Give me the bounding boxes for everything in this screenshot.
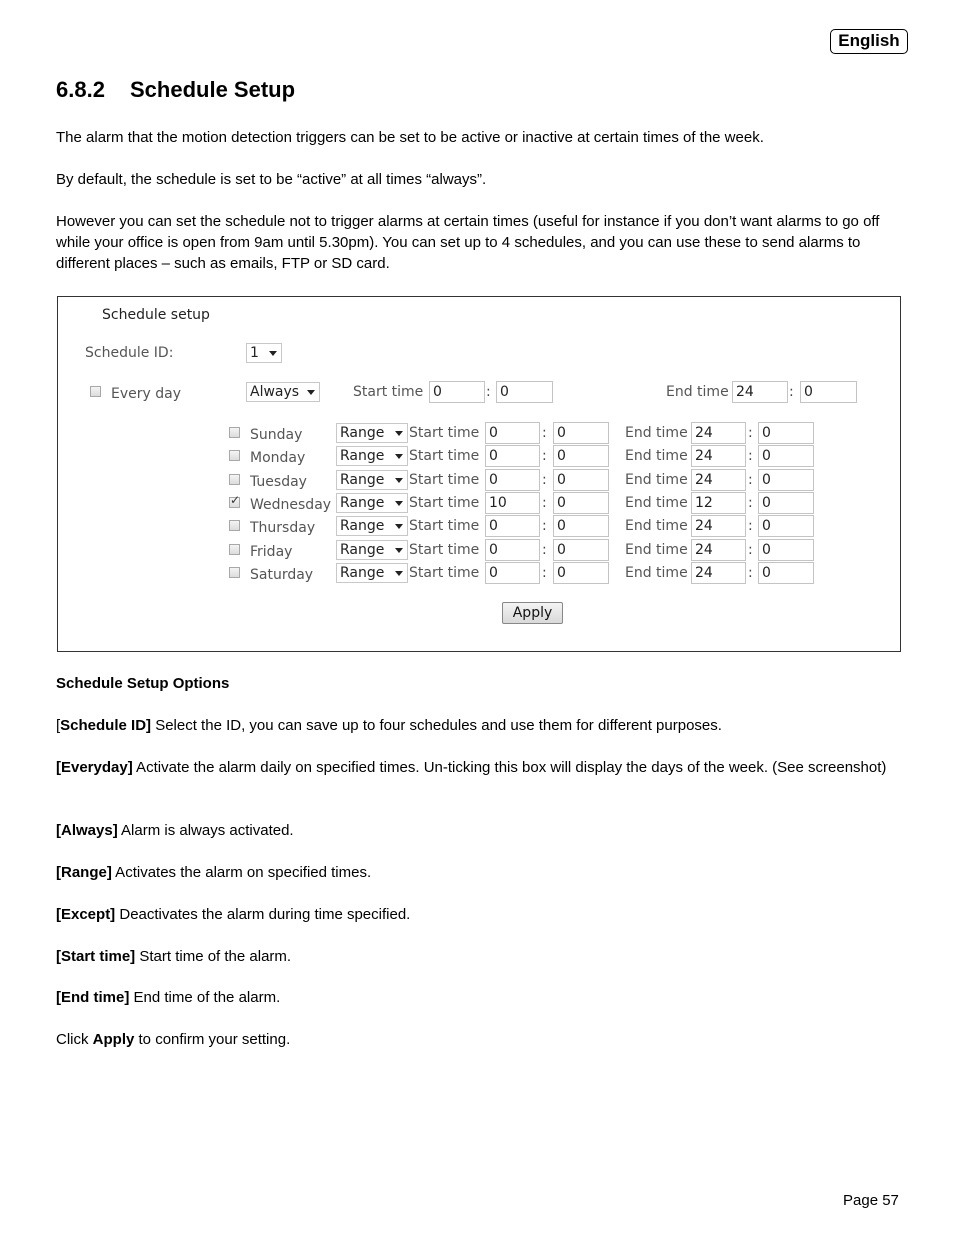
note-text: to confirm your setting.: [134, 1031, 291, 1048]
day-end-time-label: End time: [625, 518, 688, 534]
day-end-time-label: End time: [625, 565, 688, 581]
click-apply-note: [56, 1029, 898, 1050]
day-checkbox-thursday[interactable]: [229, 520, 240, 531]
option-desc: Activates the alarm on specified times.: [111, 864, 372, 881]
day-start-hour-input[interactable]: 0: [485, 422, 540, 444]
day-checkbox-wednesday[interactable]: [229, 497, 240, 508]
day-start-hour-input[interactable]: 0: [485, 515, 540, 537]
day-end-hour-input[interactable]: 24: [691, 469, 746, 491]
day-mode-value: Range: [340, 448, 385, 464]
day-label: Monday: [250, 450, 306, 466]
day-end-minute-input[interactable]: 0: [758, 539, 814, 561]
apply-button[interactable]: Apply: [502, 602, 563, 624]
everyday-end-minute-input[interactable]: 0: [800, 381, 857, 403]
day-end-minute-input[interactable]: 0: [758, 515, 814, 537]
day-start-time-label: Start time: [409, 518, 480, 534]
day-end-hour-input[interactable]: 24: [691, 562, 746, 584]
page-number: Page 57: [843, 1192, 899, 1209]
day-label: Thursday: [250, 520, 316, 536]
day-checkbox-sunday[interactable]: [229, 427, 240, 438]
intro-paragraph-1: The alarm that the motion detection triggers can be set to be active or inactive at certain times of the week.: [56, 129, 764, 146]
option-term: [Range]: [56, 864, 112, 881]
chevron-down-icon: [395, 478, 403, 483]
day-end-hour-input[interactable]: 24: [691, 515, 746, 537]
day-end-hour-input[interactable]: 12: [691, 492, 746, 514]
day-label: Friday: [250, 544, 293, 560]
day-start-hour-input[interactable]: 10: [485, 492, 540, 514]
option-desc: Start time of the alarm.: [135, 948, 292, 965]
day-start-minute-input[interactable]: 0: [553, 445, 609, 467]
day-label: Sunday: [250, 427, 303, 443]
time-colon: :: [748, 518, 753, 534]
time-colon: :: [748, 565, 753, 581]
day-end-time-label: End time: [625, 472, 688, 488]
day-end-minute-input[interactable]: 0: [758, 445, 814, 467]
chevron-down-icon: [395, 571, 403, 576]
intro-paragraph-2: By default, the schedule is set to be “active” at all times “always”.: [56, 171, 487, 188]
time-colon: :: [542, 448, 547, 464]
time-colon: :: [542, 565, 547, 581]
option-desc: Activate the alarm daily on specified times. Un-ticking this box will display the days of the week. (See screenshot): [132, 759, 887, 776]
day-checkbox-monday[interactable]: [229, 450, 240, 461]
day-mode-select[interactable]: [336, 563, 408, 583]
everyday-checkbox[interactable]: [90, 386, 101, 397]
everyday-end-hour-input[interactable]: 24: [732, 381, 788, 403]
day-start-hour-input[interactable]: 0: [485, 539, 540, 561]
day-label: Tuesday: [250, 474, 307, 490]
chevron-down-icon: [395, 501, 403, 506]
day-end-time-label: End time: [625, 495, 688, 511]
note-apply: Apply: [92, 1031, 135, 1048]
day-label: Wednesday: [250, 497, 332, 513]
chevron-down-icon: [307, 390, 315, 395]
time-colon: :: [789, 384, 794, 400]
option-always: [56, 820, 898, 841]
everyday-start-hour-input[interactable]: 0: [429, 381, 485, 403]
everyday-start-time-label: Start time: [353, 384, 424, 400]
option-desc: Deactivates the alarm during time specified.: [115, 906, 411, 923]
day-end-minute-input[interactable]: 0: [758, 562, 814, 584]
day-start-minute-input[interactable]: 0: [553, 539, 609, 561]
time-colon: :: [748, 542, 753, 558]
day-end-time-label: End time: [625, 448, 688, 464]
section-number: 6.8.2: [56, 77, 105, 102]
day-start-hour-input[interactable]: 0: [485, 445, 540, 467]
day-start-hour-input[interactable]: 0: [485, 562, 540, 584]
option-start-time: [56, 946, 898, 967]
day-mode-value: Range: [340, 542, 385, 558]
day-start-minute-input[interactable]: 0: [553, 562, 609, 584]
day-start-minute-input[interactable]: 0: [553, 469, 609, 491]
option-term: [End time]: [56, 989, 130, 1006]
chevron-down-icon: [395, 431, 403, 436]
language-badge: English: [830, 29, 908, 54]
time-colon: :: [542, 542, 547, 558]
day-start-time-label: Start time: [409, 472, 480, 488]
everyday-end-time-label: End time: [666, 384, 729, 400]
day-end-time-label: End time: [625, 542, 688, 558]
schedule-setup-panel: [57, 296, 901, 652]
day-end-time-label: End time: [625, 425, 688, 441]
time-colon: :: [486, 384, 491, 400]
time-colon: :: [748, 448, 753, 464]
schedule-id-select[interactable]: [246, 343, 282, 363]
schedule-id-value: 1: [250, 345, 259, 361]
chevron-down-icon: [395, 548, 403, 553]
option-end-time: [56, 987, 898, 1008]
intro-paragraph-3: However you can set the schedule not to trigger alarms at certain times (useful for instance if you don’t want alarms to go off while your office is open from 9am until 5.30pm). You can set up to 4 schedules, and you can use these to send alarms to different places – such as emails, FTP or SD card.: [56, 213, 880, 272]
option-term: [Everyday]: [56, 759, 133, 776]
panel-title: Schedule setup: [102, 307, 210, 323]
option-term: [Always]: [56, 822, 118, 839]
chevron-down-icon: [269, 351, 277, 356]
day-mode-value: Range: [340, 472, 385, 488]
day-label: Saturday: [250, 567, 314, 583]
time-colon: :: [542, 425, 547, 441]
option-term: [Except]: [56, 906, 116, 923]
day-end-hour-input[interactable]: 24: [691, 539, 746, 561]
chevron-down-icon: [395, 454, 403, 459]
option-except: [56, 904, 898, 925]
option-schedule-id: [56, 715, 898, 736]
day-checkbox-saturday[interactable]: [229, 567, 240, 578]
section-title: Schedule Setup: [130, 77, 296, 102]
day-mode-value: Range: [340, 425, 385, 441]
time-colon: :: [542, 518, 547, 534]
day-checkbox-friday[interactable]: [229, 544, 240, 555]
day-mode-select[interactable]: [336, 540, 408, 560]
day-start-minute-input[interactable]: 0: [553, 492, 609, 514]
chevron-down-icon: [395, 524, 403, 529]
options-heading: Schedule Setup Options: [56, 675, 230, 692]
option-everyday: [56, 757, 898, 778]
day-end-hour-input[interactable]: 24: [691, 445, 746, 467]
bracket-open: [: [56, 717, 61, 734]
day-mode-select[interactable]: [336, 423, 408, 443]
day-mode-value: Range: [340, 518, 385, 534]
day-end-minute-input[interactable]: 0: [758, 422, 814, 444]
section-heading: [56, 77, 295, 103]
day-mode-value: Range: [340, 495, 385, 511]
option-desc: End time of the alarm.: [129, 989, 281, 1006]
day-mode-select[interactable]: [336, 516, 408, 536]
day-start-time-label: Start time: [409, 495, 480, 511]
day-end-minute-input[interactable]: 0: [758, 492, 814, 514]
option-term: [Start time]: [56, 948, 136, 965]
day-end-minute-input[interactable]: 0: [758, 469, 814, 491]
everyday-start-minute-input[interactable]: 0: [496, 381, 553, 403]
option-desc: Alarm is always activated.: [117, 822, 294, 839]
day-mode-value: Range: [340, 565, 385, 581]
everyday-mode-select[interactable]: [246, 382, 320, 402]
everyday-label: Every day: [111, 386, 181, 402]
day-mode-select[interactable]: [336, 493, 408, 513]
time-colon: :: [748, 425, 753, 441]
time-colon: :: [542, 472, 547, 488]
option-term: Schedule ID]: [60, 717, 152, 734]
note-text: Click: [56, 1031, 93, 1048]
day-start-minute-input[interactable]: 0: [553, 422, 609, 444]
option-desc: Select the ID, you can save up to four schedules and use them for different purposes.: [151, 717, 722, 734]
time-colon: :: [748, 495, 753, 511]
day-start-minute-input[interactable]: 0: [553, 515, 609, 537]
day-checkbox-tuesday[interactable]: [229, 474, 240, 485]
schedule-id-label: Schedule ID:: [85, 345, 174, 361]
option-range: [56, 862, 898, 883]
day-mode-select[interactable]: [336, 446, 408, 466]
day-start-hour-input[interactable]: 0: [485, 469, 540, 491]
day-start-time-label: Start time: [409, 542, 480, 558]
everyday-mode-value: Always: [250, 384, 300, 400]
day-start-time-label: Start time: [409, 565, 480, 581]
day-mode-select[interactable]: [336, 470, 408, 490]
day-end-hour-input[interactable]: 24: [691, 422, 746, 444]
time-colon: :: [748, 472, 753, 488]
time-colon: :: [542, 495, 547, 511]
day-start-time-label: Start time: [409, 425, 480, 441]
day-start-time-label: Start time: [409, 448, 480, 464]
